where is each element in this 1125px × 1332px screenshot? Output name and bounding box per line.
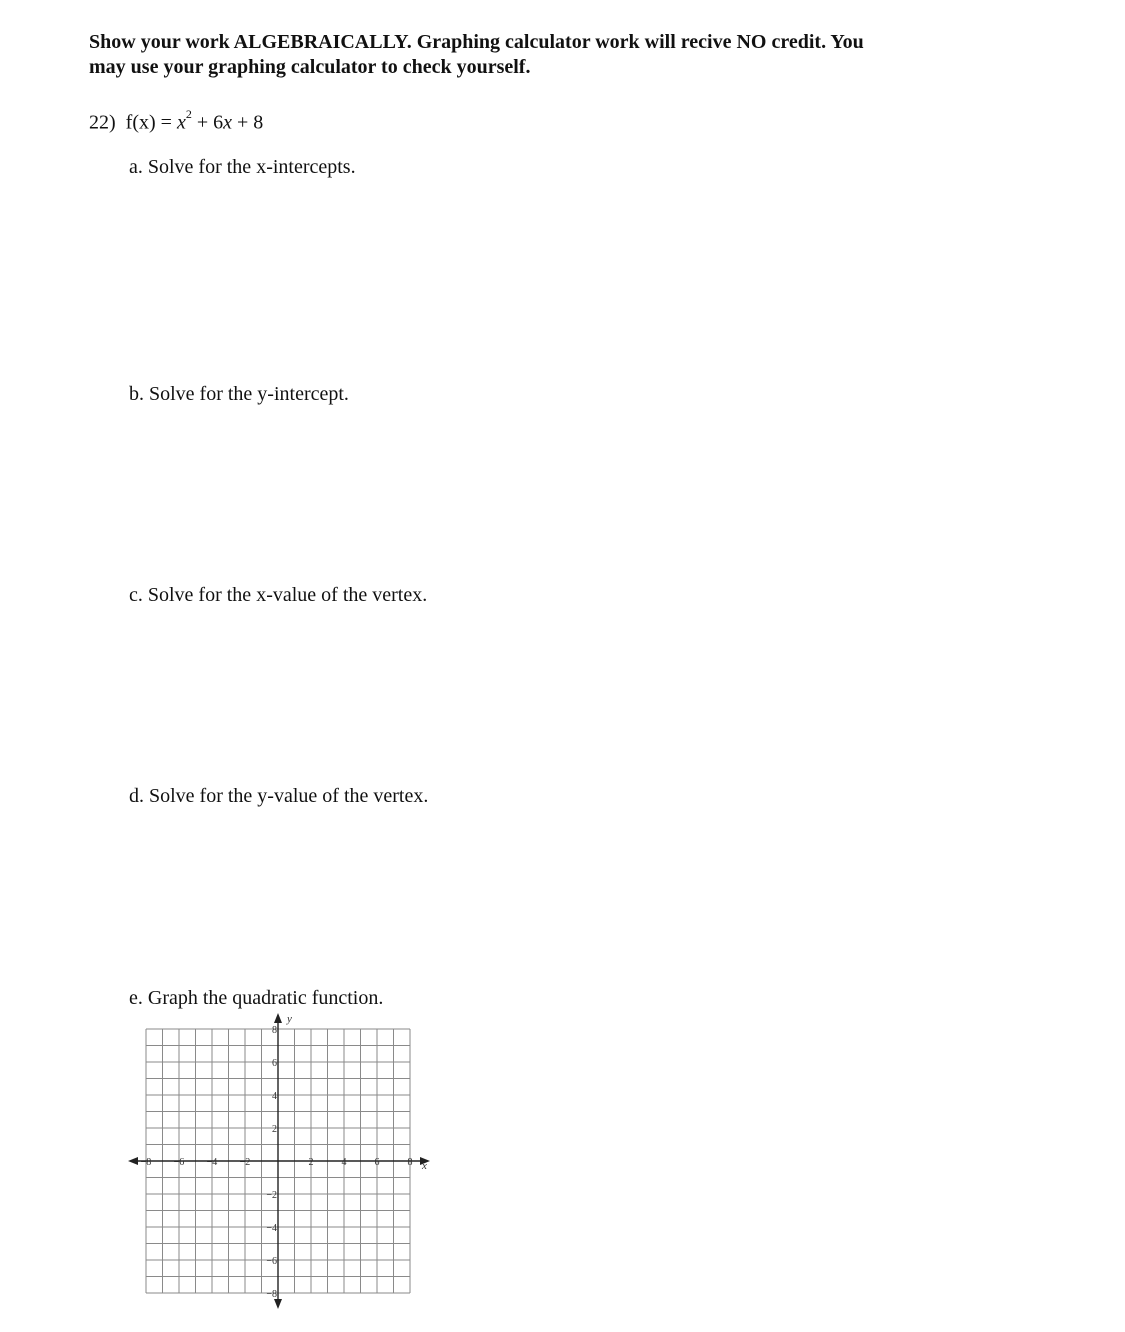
x-tick-label: 6 — [374, 1157, 380, 1168]
y-tick-label: 6 — [272, 1058, 277, 1069]
y-axis-up-arrow-icon — [274, 1013, 282, 1023]
x-axis-label: x — [422, 1160, 427, 1172]
y-tick-label: 2 — [272, 1124, 277, 1135]
part-b-prompt: b. Solve for the y-intercept. — [129, 383, 349, 405]
y-tick-label: 8 — [272, 1025, 277, 1036]
x-tick-label: 8 — [407, 1157, 413, 1168]
x-tick-label: 4 — [341, 1157, 347, 1168]
x-tick-label: −2 — [239, 1157, 251, 1168]
x-tick-label: −6 — [173, 1157, 185, 1168]
part-c-prompt: c. Solve for the x-value of the vertex. — [129, 584, 428, 606]
y-tick-label: −2 — [266, 1190, 277, 1201]
y-tick-label: −4 — [266, 1223, 277, 1234]
x-tick-label: −8 — [140, 1157, 152, 1168]
y-axis-down-arrow-icon — [274, 1299, 282, 1309]
function-name: f(x) = — [125, 111, 177, 134]
function-term-2: + 8 — [232, 111, 264, 134]
problem-statement — [89, 104, 263, 136]
y-tick-label: 4 — [272, 1091, 277, 1102]
function-variable-2: x — [223, 111, 232, 134]
function-term-1: + 6 — [191, 111, 224, 134]
instructions-line-1: Show your work ALGEBRAICALLY. Graphing calculator work will recive NO credit. You — [89, 31, 864, 53]
problem-number: 22) — [89, 111, 116, 134]
y-axis-label: y — [287, 1013, 292, 1025]
function-exponent: 2 — [185, 107, 192, 121]
instructions — [89, 30, 989, 80]
part-a-prompt: a. Solve for the x-intercepts. — [129, 156, 356, 178]
x-tick-label: −4 — [206, 1157, 218, 1168]
part-e-prompt: e. Graph the quadratic function. — [129, 987, 384, 1009]
part-d-prompt: d. Solve for the y-value of the vertex. — [129, 785, 429, 807]
coordinate-grid[interactable] — [125, 1010, 440, 1315]
coordinate-grid-svg[interactable] — [125, 1010, 440, 1315]
tick-labels — [141, 1013, 427, 1300]
instructions-line-2: may use your graphing calculator to check yourself. — [89, 56, 531, 78]
x-tick-label: 2 — [308, 1157, 314, 1168]
function-variable: x — [176, 111, 186, 134]
x-axis-left-arrow-icon — [128, 1157, 138, 1165]
y-tick-label: −6 — [266, 1256, 277, 1267]
y-tick-label: −8 — [266, 1289, 277, 1300]
